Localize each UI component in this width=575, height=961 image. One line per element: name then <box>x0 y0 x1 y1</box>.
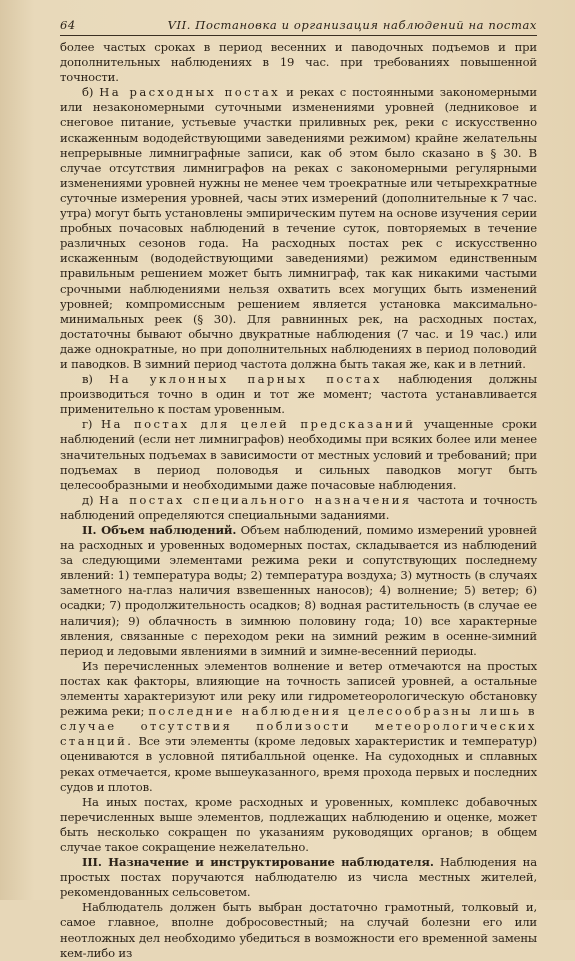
body-text <box>60 40 537 961</box>
paragraph-text: д) <box>82 492 100 507</box>
paragraph-text: частота и точность наблюдений определяются специальными заданиями. <box>60 492 537 522</box>
paragraph-text: б) <box>82 85 100 100</box>
paragraph-text: и реках с постоянными закономерными или незакономерными суточными изменениями уровней (ледниковое и снеговое питание, устьевые участки приливных рек, реки с искусственно искаженным вододействующими заведениями режимом) крайне желательны непрерывные лимниграфные записи, как об этом было сказано в § 30. В случае отсутствия лимниграфов на реках с закономерными регулярными изменениями уровней нужны не менее чем троекратные или четырехкратные суточные измерения уровней, часы этих измерений (дополнительные к 7 час. утра) могут быть установлены эмпирическим путем на основе изучения серии пробных почасовых наблюдений в течение суток, повторяемых в течение различных сезонов года. На расходных постах рек с искусственно искаженным (вододействующими заведениями) режимом единственным правильным решением может быть лимниграф, так как никакими частыми срочными наблюдениями нельзя охватить всех могущих быть изменений уровней; компромиссным решением является установка максимально-минимальных реек (§ 30). Для равнинных рек, на расходных постах, достаточны бывают обычно двукратные наблюдения (7 час. и 19 час.) или даже однократные, но при дополнительных наблюдениях в период половодий и паводков. В зимний период частота должна быть такая же, как и в летний. <box>60 85 537 371</box>
paragraph <box>60 659 537 795</box>
paragraph <box>60 493 537 523</box>
spaced-heading: На уклонных парных постах <box>109 372 382 387</box>
paragraph-text: На иных постах, кроме расходных и уровенных, комплекс добавочных перечисленных выше элементов, подлежащих наблюдению и оценке, может быть несколько сокращен по указаниям руководящих органов; в общем случае такое сокращение нежелательно. <box>60 794 537 854</box>
paragraph-text: Объем наблюдений, помимо измерений уровней на расходных и уровенных водомерных постах, складывается из наблюдений за следующими элементами режима реки и сопутствующих последнему явлений: 1) температура воды; 2) температура воздуха; 3) мутность (в случаях заметного на-глаз наличия взвешенных наносов); 4) волнение; 5) ветер; 6) осадки; 7) продолжительность осадков; 8) водная растительность (в случае ее наличия); 9) облачность в зимнюю половину года; 10) все характерные явления, связанные с переходом реки на зимний режим в осенне-зимний период и ледовыми явлениями в зимний и зимне-весенний периоды. <box>60 523 537 658</box>
paragraph-text: более частых сроках в период весенних и паводочных подъемов и при дополнительных наблюдениях в 19 час. при требованиях повышенной точности. <box>60 40 537 85</box>
paragraph <box>60 372 537 417</box>
paragraph-text: Все эти элементы (кроме ледовых характеристик и температур) оцениваются в условной пятибалльной оценке. На судоходных и сплавных реках отмечается, кроме вышеуказанного, время прохода первых и последних судов и плотов. <box>60 734 537 794</box>
paragraph-text: Наблюдения на простых постах поручаются наблюдателю из числа местных жителей, рекомендованных сельсоветом. <box>60 855 537 900</box>
running-head <box>60 18 537 36</box>
paragraph-text: в) <box>82 372 110 387</box>
paragraph <box>60 85 537 372</box>
section-heading: II. Объем наблюдений. <box>82 523 237 537</box>
paragraph <box>60 900 537 960</box>
paragraph-text: г) <box>82 417 101 432</box>
page-number: 64 <box>60 18 76 32</box>
paragraph-text: учащенные сроки наблюдений (если нет лимниграфов) необходимы при всяких более или менее значительных подъемах в зависимости от местных условий и требований; при подъемах в период половодья и сильных паводков могут быть целесообразными и необходимыми даже почасовые наблюдения. <box>60 417 537 492</box>
spaced-heading: На постах специального назначения <box>99 492 412 507</box>
paragraph <box>60 855 537 900</box>
spaced-heading: На расходных постах <box>99 85 281 100</box>
paragraph <box>60 795 537 855</box>
paragraph <box>60 417 537 492</box>
paragraph-text: наблюдения должны производиться точно в один и тот же момент; частота устанавливается применительно к постам уровенным. <box>60 372 537 417</box>
spaced-heading: последние наблюдения целесообразны лишь в случае отсутствия поблизости метеорологических станций. <box>60 704 537 749</box>
spaced-heading: На постах для целей предсказаний <box>100 417 416 432</box>
paragraph-text: Из перечисленных элементов волнение и ветер отмечаются на простых постах как факторы, влияющие на точность записей уровней, а остальные элементы характеризуют или реку или гидрометеорологическую обстановку режима реки; <box>60 658 537 719</box>
running-title: VII. Постановка и организация наблюдений на постах <box>167 18 537 32</box>
paragraph <box>60 523 537 659</box>
paragraph-text: Наблюдатель должен быть выбран достаточно грамотный, толковый и, самое главное, вполне добросовестный; на случай болезни его или неотложных дел необходимо убедиться в возможности его временной замены кем-либо из <box>60 900 537 960</box>
paragraph <box>60 40 537 85</box>
section-heading: III. Назначение и инструктирование наблюдателя. <box>82 855 434 870</box>
